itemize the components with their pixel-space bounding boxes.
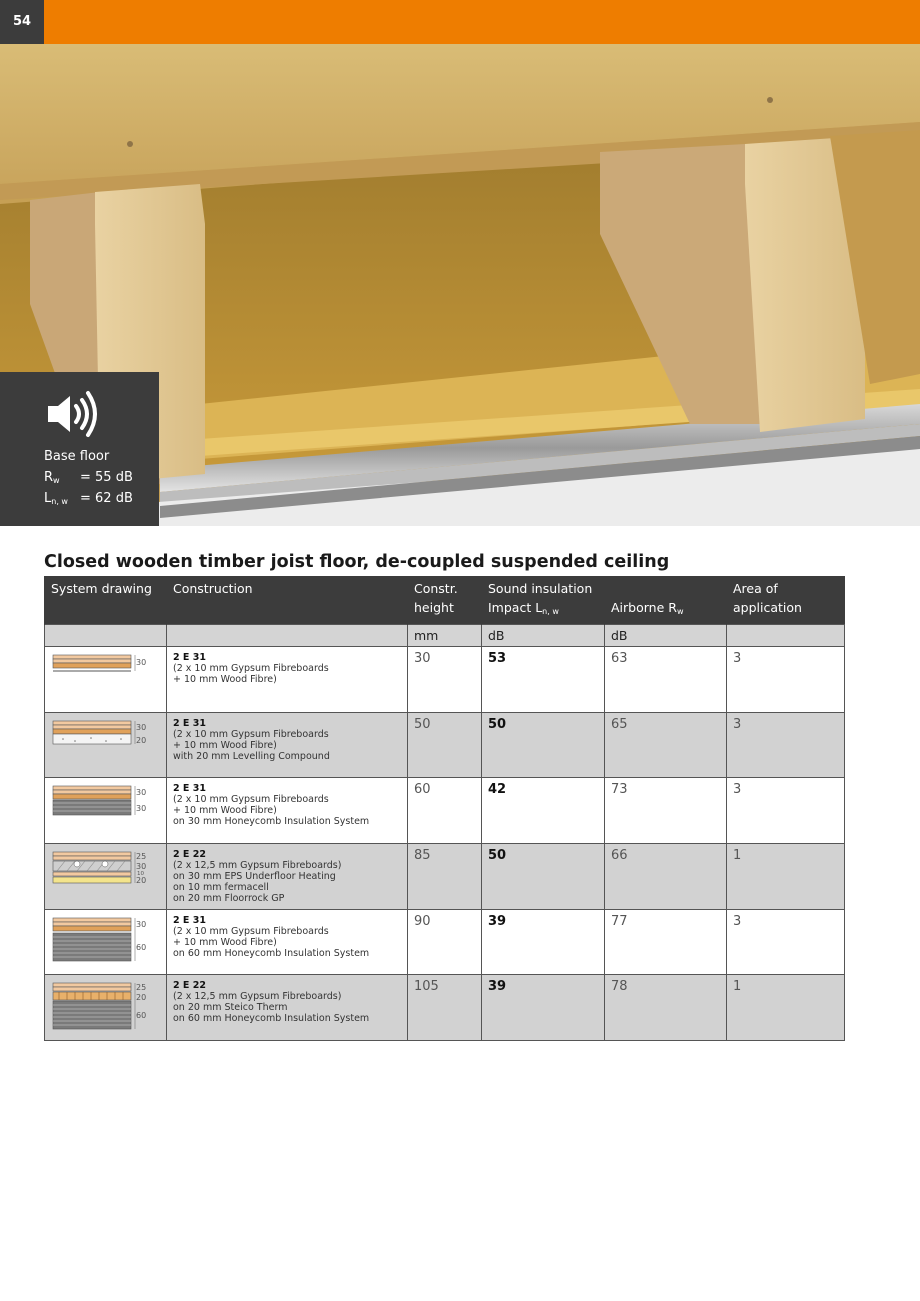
construction-text: 2 E 22 (2 x 12,5 mm Gypsum Fibreboards) on 20 mm Steico Therm on 60 mm Honeycomb Insulation System [167,975,408,1041]
area-value: 1 [727,844,845,910]
area-value: 3 [727,712,845,778]
layer-drawing-25-20-60 [51,979,151,1035]
dim-label: 60 [136,1011,147,1021]
layer-drawing-30-20 [51,717,151,773]
dim-label: 10 [137,871,144,878]
impact-value: 53 [482,647,605,713]
header-airborne: Airborne $R_w$ [605,576,727,625]
airborne-value: 66 [605,844,727,910]
layer-drawing-30-30 [51,782,151,838]
layer-drawing-25-30-10-20 [51,848,151,904]
speaker-sound-icon [44,384,104,444]
table-row [45,778,845,844]
base-floor-info-box [0,372,159,526]
dim-label: 30 [136,658,147,667]
system-drawing [45,712,167,778]
rw-symbol: $R_w$ [44,470,60,485]
base-floor-label: Base floor [44,449,110,464]
units-row [45,625,845,647]
construction-text: 2 E 31 (2 x 10 mm Gypsum Fibreboards + 10 mm Wood Fibre) on 60 mm Honeycomb Insulation System [167,909,408,975]
ln-value: = 62 dB [80,491,133,506]
dim-label: 25 [136,983,147,993]
table-row [45,712,845,778]
dim-label: 30 [136,804,147,814]
dim-label: 60 [136,942,147,952]
system-drawing [45,844,167,910]
rw-value: = 55 dB [80,470,133,485]
header-impact: Sound insulation Impact $L_{n, w}$ [482,576,605,625]
impact-value: 42 [482,778,605,844]
unit-height: mm [408,625,482,647]
height-value: 60 [408,778,482,844]
table-row [45,975,845,1041]
ln-symbol: $L_{n, w}$ [44,491,68,506]
airborne-value: 73 [605,778,727,844]
airborne-value: 63 [605,647,727,713]
impact-value: 39 [482,909,605,975]
table-row [45,844,845,910]
airborne-value: 65 [605,712,727,778]
impact-value: 39 [482,975,605,1041]
height-value: 105 [408,975,482,1041]
dim-label: 20 [136,993,147,1003]
header-height: Constr. height [408,576,482,625]
header-construction: Construction [167,576,408,625]
construction-text: 2 E 22 (2 x 12,5 mm Gypsum Fibreboards) on 30 mm EPS Underfloor Heating on 10 mm fermacell on 20 mm Floorrock GP [167,844,408,910]
table-row [45,647,845,713]
dim-label: 30 [136,919,147,929]
unit-impact: dB [482,625,605,647]
layer-drawing-30-60 [51,914,151,970]
height-value: 90 [408,909,482,975]
system-drawing [45,909,167,975]
dim-label: 20 [136,735,147,745]
dim-label: 20 [136,876,147,886]
table-header [45,576,845,625]
system-drawing [45,647,167,713]
construction-text: 2 E 31 (2 x 10 mm Gypsum Fibreboards + 10 mm Wood Fibre) [167,647,408,713]
height-value: 85 [408,844,482,910]
area-value: 3 [727,778,845,844]
table-row [45,909,845,975]
construction-text: 2 E 31 (2 x 10 mm Gypsum Fibreboards + 10 mm Wood Fibre) with 20 mm Levelling Compound [167,712,408,778]
dim-label: 30 [136,862,147,872]
header-system-drawing: System drawing [45,576,167,625]
height-value: 50 [408,712,482,778]
layer-drawing-30 [51,651,151,707]
section-title: Closed wooden timber joist floor, de-coupled suspended ceiling [44,552,670,572]
area-value: 3 [727,909,845,975]
header-area: Area of application [727,576,845,625]
impact-value: 50 [482,712,605,778]
height-value: 30 [408,647,482,713]
system-drawing [45,778,167,844]
dim-label: 25 [136,852,147,862]
system-drawing [45,975,167,1041]
area-value: 3 [727,647,845,713]
dim-label: 30 [136,788,147,798]
construction-table [44,576,845,1041]
airborne-value: 78 [605,975,727,1041]
area-value: 1 [727,975,845,1041]
airborne-value: 77 [605,909,727,975]
header-accent-bar [0,0,920,44]
unit-airborne: dB [605,625,727,647]
construction-text: 2 E 31 (2 x 10 mm Gypsum Fibreboards + 10 mm Wood Fibre) on 30 mm Honeycomb Insulation System [167,778,408,844]
impact-value: 50 [482,844,605,910]
page-number: 54 [0,0,44,44]
dim-label: 30 [136,722,147,732]
